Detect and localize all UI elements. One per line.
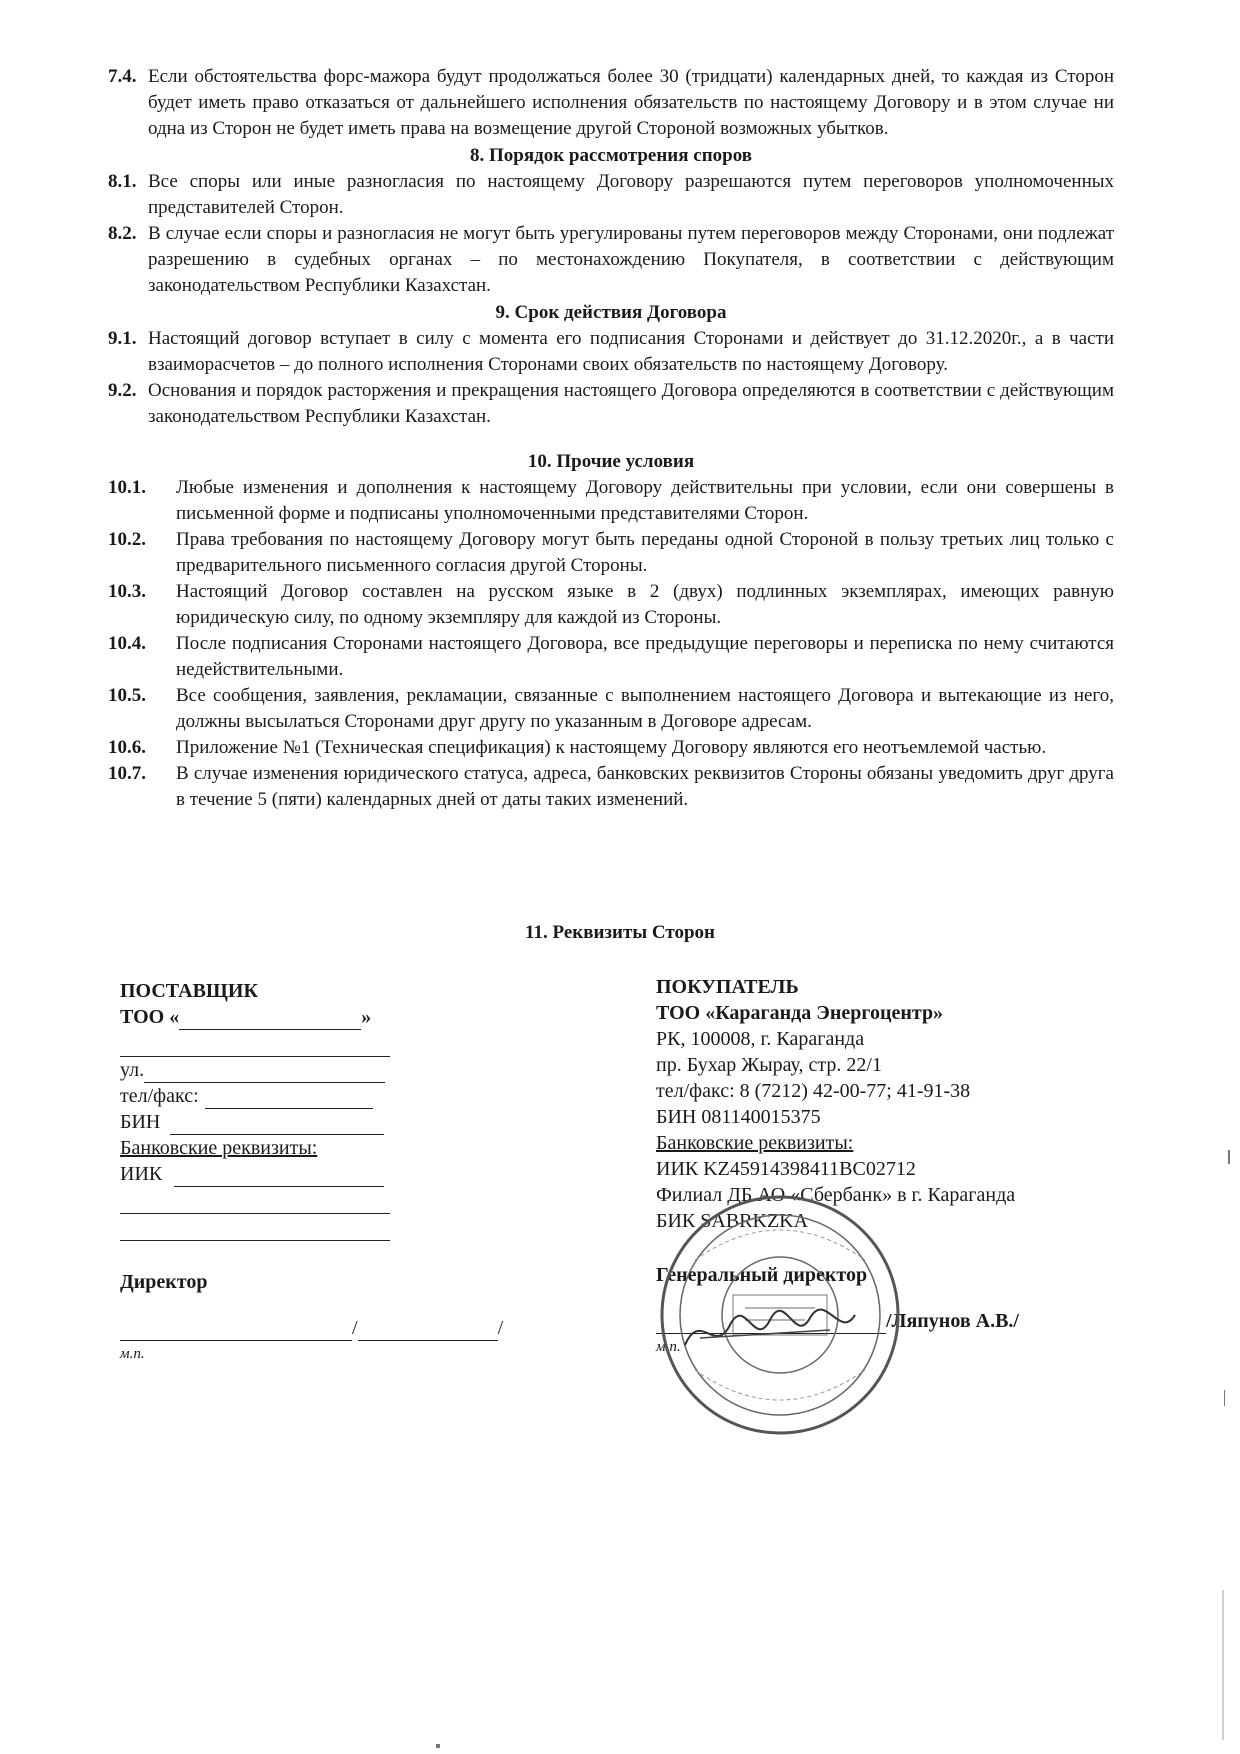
clause-10-2 xyxy=(108,527,1114,579)
clause-text: Все споры или иные разногласия по настоящему Договору разрешаются путем переговоров уполномоченных представителей Сторон. xyxy=(148,171,1114,218)
clause-number: 10.5. xyxy=(108,685,146,706)
clause-number: 9.1. xyxy=(108,328,137,349)
clause-10-7 xyxy=(108,761,1114,813)
supplier-org-open: ТОО « xyxy=(120,1006,180,1028)
section-9-heading: 9. Срок действия Договора xyxy=(495,302,727,323)
scan-mark xyxy=(1224,1390,1225,1406)
clause-text: В случае если споры и разногласия не могут быть урегулированы путем переговоров между Сторонами, они подлежат разрешению в судебных органах – по местонахождению Покупателя, в соответствии с действующим законодательством Республики Казахстан. xyxy=(148,223,1114,296)
supplier-slash: / xyxy=(497,1317,504,1339)
supplier-blank-line xyxy=(120,1030,390,1057)
clause-number: 10.2. xyxy=(108,529,146,550)
clause-8-1 xyxy=(108,169,1114,221)
supplier-org-close: » xyxy=(361,1006,372,1028)
clause-8-2 xyxy=(108,221,1114,299)
clause-10-6 xyxy=(108,735,1114,761)
buyer-bik: БИК SABRKZKA xyxy=(656,1210,809,1232)
supplier-org-blank xyxy=(179,1009,361,1030)
buyer-address-line-1: РК, 100008, г. Караганда xyxy=(656,1028,865,1050)
supplier-slash: / xyxy=(352,1317,358,1339)
supplier-director-label: Директор xyxy=(120,1271,208,1293)
buyer-stamp-place: м.п. xyxy=(656,1339,681,1355)
supplier-iik-label: ИИК xyxy=(120,1163,163,1185)
supplier-blank-line xyxy=(120,1214,390,1241)
clause-number: 10.4. xyxy=(108,633,146,654)
buyer-phone: тел/факс: 8 (7212) 42-00-77; 41-91-38 xyxy=(656,1080,971,1102)
section-10-heading: 10. Прочие условия xyxy=(527,451,695,472)
clause-number: 10.1. xyxy=(108,477,146,498)
clause-10-3 xyxy=(108,579,1114,631)
clause-10-5 xyxy=(108,683,1114,735)
buyer-title: ПОКУПАТЕЛЬ xyxy=(656,976,799,998)
clause-text: Любые изменения и дополнения к настоящему Договору действительны при условии, если они совершены в письменной форме и подписаны уполномоченными представителями Сторон. xyxy=(176,477,1114,524)
signature-icon xyxy=(680,1300,860,1360)
scan-mark xyxy=(436,1744,440,1748)
spacer xyxy=(108,430,1114,448)
supplier-bank-label: Банковские реквизиты: xyxy=(120,1137,318,1159)
clause-10-1 xyxy=(108,475,1114,527)
clause-number: 9.2. xyxy=(108,380,137,401)
supplier-stamp-place: м.п. xyxy=(120,1346,145,1362)
clause-text: Настоящий договор вступает в силу с момента его подписания Сторонами и действует до 31.12.2020г., а в части взаиморасчетов – до полного исполнения Сторонами своих обязательств по настоящему Договору. xyxy=(148,328,1114,375)
supplier-title: ПОСТАВЩИК xyxy=(120,980,258,1002)
buyer-address-line-2: пр. Бухар Жырау, стр. 22/1 xyxy=(656,1054,882,1076)
scan-mark xyxy=(1222,1590,1224,1740)
section-11-heading: 11. Реквизиты Сторон xyxy=(525,922,715,943)
supplier-org xyxy=(120,1004,420,1030)
spacer xyxy=(120,1241,420,1269)
supplier-signature-row xyxy=(120,1315,540,1341)
supplier-phone-blank xyxy=(205,1088,373,1109)
clause-text: Права требования по настоящему Договору могут быть переданы одной Стороной в пользу третьих лиц только с предварительного письменного согласия другой Стороны. xyxy=(176,529,1114,576)
supplier-name-line xyxy=(358,1320,498,1341)
clause-text: В случае изменения юридического статуса, адреса, банковских реквизитов Стороны обязаны уведомить друг друга в течение 5 (пяти) календарных дней от даты таких изменений. xyxy=(176,763,1114,810)
buyer-bank-label: Банковские реквизиты: xyxy=(656,1132,854,1154)
clause-number: 8.2. xyxy=(108,223,137,244)
supplier-phone-row xyxy=(120,1083,420,1109)
buyer-iik: ИИК KZ45914398411BC02712 xyxy=(656,1158,916,1180)
supplier-signature-line xyxy=(120,1320,352,1341)
clause-number: 7.4. xyxy=(108,66,137,87)
clause-9-1 xyxy=(108,326,1114,378)
clause-text: Настоящий Договор составлен на русском языке в 2 (двух) подлинных экземплярах, имеющих равную юридическую силу, по одному экземпляру для каждой из Стороны. xyxy=(176,581,1114,628)
supplier-iik-row xyxy=(120,1161,420,1187)
supplier-street-label: ул. xyxy=(120,1059,145,1081)
buyer-bin: БИН 081140015375 xyxy=(656,1106,821,1128)
clause-number: 10.7. xyxy=(108,763,146,784)
clause-number: 10.6. xyxy=(108,737,146,758)
clause-text: Приложение №1 (Техническая спецификация) к настоящему Договору являются его неотъемлемой частью. xyxy=(176,737,1047,758)
spacer xyxy=(120,1295,420,1315)
supplier-phone-label: тел/факс: xyxy=(120,1085,199,1107)
supplier-bin-blank xyxy=(170,1114,384,1135)
supplier-street-row xyxy=(120,1057,420,1083)
supplier-bin-row xyxy=(120,1109,420,1135)
supplier-details xyxy=(120,978,504,1367)
clause-9-2 xyxy=(108,378,1114,430)
contract-clauses xyxy=(108,64,1114,813)
buyer-org: ТОО «Караганда Энергоцентр» xyxy=(656,1002,944,1024)
supplier-bin-label: БИН xyxy=(120,1111,161,1133)
buyer-signer-name: /Ляпунов А.В./ xyxy=(886,1310,1019,1332)
clause-text: Основания и порядок расторжения и прекращения настоящего Договора определяются в соответствии с действующим законодательством Республики Казахстан. xyxy=(148,380,1114,427)
buyer-director-label: Генеральный директор xyxy=(656,1264,868,1286)
clause-number: 8.1. xyxy=(108,171,137,192)
section-8-heading: 8. Порядок рассмотрения споров xyxy=(469,145,753,166)
clause-text: Все сообщения, заявления, рекламации, связанные с выполнением настоящего Договора и вытекающие из него, должны высылаться Сторонами друг другу по указанным в Договоре адресам. xyxy=(176,685,1114,732)
scan-mark xyxy=(1228,1150,1230,1164)
supplier-iik-blank xyxy=(174,1166,384,1187)
clause-number: 10.3. xyxy=(108,581,146,602)
supplier-blank-line xyxy=(120,1187,390,1214)
supplier-street-blank xyxy=(144,1062,385,1083)
clause-7-4 xyxy=(108,64,1114,142)
clause-text: После подписания Сторонами настоящего Договора, все предыдущие переговоры и переписка по нему считаются недействительными. xyxy=(176,633,1114,680)
clause-10-4 xyxy=(108,631,1114,683)
clause-text: Если обстоятельства форс-мажора будут продолжаться более 30 (тридцати) календарных дней, то каждая из Сторон будет иметь право отказаться от дальнейшего исполнения обязательств по настоящему Договору и в этом случае ни одна из Сторон не будет иметь права на возмещение другой Стороной возможных убытков. xyxy=(148,66,1114,139)
buyer-bank-name: Филиал ДБ АО «Сбербанк» в г. Караганда xyxy=(656,1184,1016,1206)
